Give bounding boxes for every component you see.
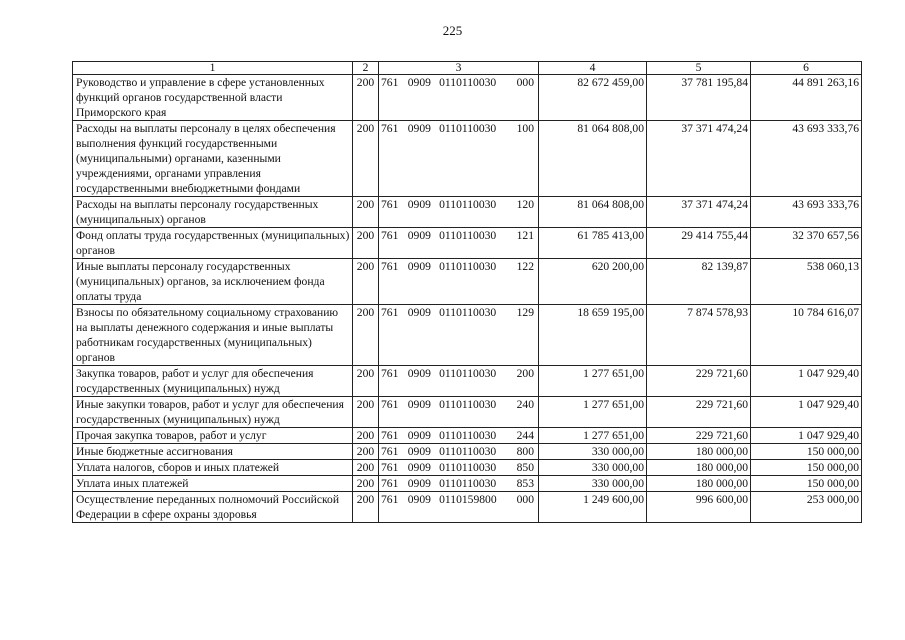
table-row — [73, 428, 862, 444]
line-code: 200 — [353, 197, 379, 228]
expense-type-code: 129 — [516, 306, 534, 319]
approved-amount: 82 672 459,00 — [539, 75, 647, 121]
administrator-code: 761 — [381, 229, 399, 242]
budget-classification-code — [379, 460, 539, 476]
budget-classification-code — [379, 197, 539, 228]
line-code: 200 — [353, 460, 379, 476]
expense-type-code: 122 — [516, 260, 534, 273]
unexecuted-amount: 43 693 333,76 — [751, 121, 862, 197]
expense-name: Иные бюджетные ассигнования — [73, 444, 353, 460]
expense-name: Иные закупки товаров, работ и услуг для обеспечения государственных (муниципальных) нужд — [73, 397, 353, 428]
line-code: 200 — [353, 228, 379, 259]
approved-amount: 1 277 651,00 — [539, 397, 647, 428]
administrator-code: 761 — [381, 398, 399, 411]
unexecuted-amount: 10 784 616,07 — [751, 305, 862, 366]
administrator-code: 761 — [381, 445, 399, 458]
table-row — [73, 397, 862, 428]
administrator-code: 761 — [381, 306, 399, 319]
executed-amount: 7 874 578,93 — [647, 305, 751, 366]
expense-name: Уплата налогов, сборов и иных платежей — [73, 460, 353, 476]
table-row — [73, 366, 862, 397]
table-row — [73, 492, 862, 523]
section-code: 0909 — [407, 445, 431, 458]
budget-table-body — [73, 62, 862, 523]
line-code: 200 — [353, 492, 379, 523]
unexecuted-amount: 44 891 263,16 — [751, 75, 862, 121]
target-item-code: 0110110030 — [439, 445, 497, 458]
administrator-code: 761 — [381, 477, 399, 490]
target-item-code: 0110110030 — [439, 306, 497, 319]
unexecuted-amount: 150 000,00 — [751, 444, 862, 460]
code-group — [381, 121, 536, 136]
expense-type-code: 100 — [516, 122, 534, 135]
budget-classification-code — [379, 397, 539, 428]
administrator-code: 761 — [381, 260, 399, 273]
table-row — [73, 305, 862, 366]
line-code: 200 — [353, 305, 379, 366]
code-group — [381, 75, 536, 90]
budget-classification-code — [379, 228, 539, 259]
column-header-3: 3 — [379, 62, 539, 75]
administrator-code: 761 — [381, 461, 399, 474]
expense-type-code: 853 — [516, 477, 534, 490]
expense-type-code: 120 — [516, 198, 534, 211]
target-item-code: 0110110030 — [439, 461, 497, 474]
code-group — [381, 460, 536, 475]
executed-amount: 996 600,00 — [647, 492, 751, 523]
table-row — [73, 460, 862, 476]
unexecuted-amount: 253 000,00 — [751, 492, 862, 523]
column-header-2: 2 — [353, 62, 379, 75]
column-header-1: 1 — [73, 62, 353, 75]
executed-amount: 180 000,00 — [647, 460, 751, 476]
code-group — [381, 228, 536, 243]
approved-amount: 330 000,00 — [539, 476, 647, 492]
code-group — [381, 476, 536, 491]
expense-name: Фонд оплаты труда государственных (муниципальных) органов — [73, 228, 353, 259]
section-code: 0909 — [407, 306, 431, 319]
executed-amount: 82 139,87 — [647, 259, 751, 305]
approved-amount: 81 064 808,00 — [539, 197, 647, 228]
section-code: 0909 — [407, 367, 431, 380]
unexecuted-amount: 1 047 929,40 — [751, 366, 862, 397]
table-row — [73, 75, 862, 121]
budget-classification-code — [379, 259, 539, 305]
target-item-code: 0110110030 — [439, 229, 497, 242]
line-code: 200 — [353, 366, 379, 397]
code-group — [381, 259, 536, 274]
expense-type-code: 200 — [516, 367, 534, 380]
target-item-code: 0110110030 — [439, 477, 497, 490]
table-row — [73, 444, 862, 460]
section-code: 0909 — [407, 398, 431, 411]
line-code: 200 — [353, 75, 379, 121]
budget-classification-code — [379, 444, 539, 460]
budget-classification-code — [379, 305, 539, 366]
executed-amount: 180 000,00 — [647, 444, 751, 460]
target-item-code: 0110110030 — [439, 367, 497, 380]
unexecuted-amount: 150 000,00 — [751, 460, 862, 476]
expense-type-code: 000 — [516, 493, 534, 506]
code-group — [381, 397, 536, 412]
approved-amount: 1 277 651,00 — [539, 428, 647, 444]
executed-amount: 37 371 474,24 — [647, 121, 751, 197]
budget-table — [72, 61, 862, 523]
budget-classification-code — [379, 366, 539, 397]
administrator-code: 761 — [381, 367, 399, 380]
administrator-code: 761 — [381, 198, 399, 211]
section-code: 0909 — [407, 461, 431, 474]
expense-type-code: 244 — [516, 429, 534, 442]
section-code: 0909 — [407, 198, 431, 211]
unexecuted-amount: 538 060,13 — [751, 259, 862, 305]
expense-name: Расходы на выплаты персоналу государственных (муниципальных) органов — [73, 197, 353, 228]
unexecuted-amount: 32 370 657,56 — [751, 228, 862, 259]
page-number: 225 — [442, 23, 463, 38]
section-code: 0909 — [407, 477, 431, 490]
administrator-code: 761 — [381, 429, 399, 442]
line-code: 200 — [353, 121, 379, 197]
executed-amount: 229 721,60 — [647, 428, 751, 444]
administrator-code: 761 — [381, 493, 399, 506]
administrator-code: 761 — [381, 122, 399, 135]
expense-name: Взносы по обязательному социальному страхованию на выплаты денежного содержания и иные выплаты работникам государственных (муниципальных) органов — [73, 305, 353, 366]
expense-type-code: 850 — [516, 461, 534, 474]
line-code: 200 — [353, 259, 379, 305]
target-item-code: 0110110030 — [439, 198, 497, 211]
table-row — [73, 121, 862, 197]
expense-type-code: 121 — [516, 229, 534, 242]
code-group — [381, 366, 536, 381]
budget-classification-code — [379, 492, 539, 523]
column-header-4: 4 — [539, 62, 647, 75]
expense-type-code: 800 — [516, 445, 534, 458]
target-item-code: 0110110030 — [439, 122, 497, 135]
section-code: 0909 — [407, 260, 431, 273]
executed-amount: 37 781 195,84 — [647, 75, 751, 121]
code-group — [381, 197, 536, 212]
table-row — [73, 259, 862, 305]
expense-name: Закупка товаров, работ и услуг для обеспечения государственных (муниципальных) нужд — [73, 366, 353, 397]
executed-amount: 180 000,00 — [647, 476, 751, 492]
target-item-code: 0110110030 — [439, 260, 497, 273]
executed-amount: 29 414 755,44 — [647, 228, 751, 259]
column-header-5: 5 — [647, 62, 751, 75]
approved-amount: 620 200,00 — [539, 259, 647, 305]
section-code: 0909 — [407, 493, 431, 506]
section-code: 0909 — [407, 122, 431, 135]
unexecuted-amount: 1 047 929,40 — [751, 397, 862, 428]
code-group — [381, 444, 536, 459]
expense-name: Осуществление переданных полномочий Российской Федерации в сфере охраны здоровья — [73, 492, 353, 523]
budget-classification-code — [379, 75, 539, 121]
line-code: 200 — [353, 397, 379, 428]
line-code: 200 — [353, 428, 379, 444]
table-row — [73, 197, 862, 228]
approved-amount: 1 249 600,00 — [539, 492, 647, 523]
expense-type-code: 000 — [516, 76, 534, 89]
approved-amount: 330 000,00 — [539, 460, 647, 476]
budget-classification-code — [379, 476, 539, 492]
expense-name: Расходы на выплаты персоналу в целях обеспечения выполнения функций государственными (муниципальными) органами, казенными учреждениями, органами управления государственными внебюджетными фондами — [73, 121, 353, 197]
code-group — [381, 492, 536, 507]
table-row — [73, 228, 862, 259]
column-header-6: 6 — [751, 62, 862, 75]
approved-amount: 1 277 651,00 — [539, 366, 647, 397]
expense-name: Уплата иных платежей — [73, 476, 353, 492]
line-code: 200 — [353, 476, 379, 492]
approved-amount: 61 785 413,00 — [539, 228, 647, 259]
table-row — [73, 476, 862, 492]
unexecuted-amount: 150 000,00 — [751, 476, 862, 492]
section-code: 0909 — [407, 429, 431, 442]
line-code: 200 — [353, 444, 379, 460]
approved-amount: 330 000,00 — [539, 444, 647, 460]
executed-amount: 229 721,60 — [647, 397, 751, 428]
expense-name: Иные выплаты персоналу государственных (муниципальных) органов, за исключением фонда оплаты труда — [73, 259, 353, 305]
budget-classification-code — [379, 428, 539, 444]
approved-amount: 81 064 808,00 — [539, 121, 647, 197]
unexecuted-amount: 1 047 929,40 — [751, 428, 862, 444]
code-group — [381, 428, 536, 443]
code-group — [381, 305, 536, 320]
approved-amount: 18 659 195,00 — [539, 305, 647, 366]
unexecuted-amount: 43 693 333,76 — [751, 197, 862, 228]
executed-amount: 37 371 474,24 — [647, 197, 751, 228]
column-number-row — [73, 62, 862, 75]
target-item-code: 0110110030 — [439, 429, 497, 442]
expense-name: Руководство и управление в сфере установленных функций органов государственной власти Приморского края — [73, 75, 353, 121]
target-item-code: 0110110030 — [439, 76, 497, 89]
target-item-code: 0110159800 — [439, 493, 497, 506]
administrator-code: 761 — [381, 76, 399, 89]
target-item-code: 0110110030 — [439, 398, 497, 411]
expense-name: Прочая закупка товаров, работ и услуг — [73, 428, 353, 444]
budget-classification-code — [379, 121, 539, 197]
section-code: 0909 — [407, 76, 431, 89]
section-code: 0909 — [407, 229, 431, 242]
executed-amount: 229 721,60 — [647, 366, 751, 397]
expense-type-code: 240 — [516, 398, 534, 411]
